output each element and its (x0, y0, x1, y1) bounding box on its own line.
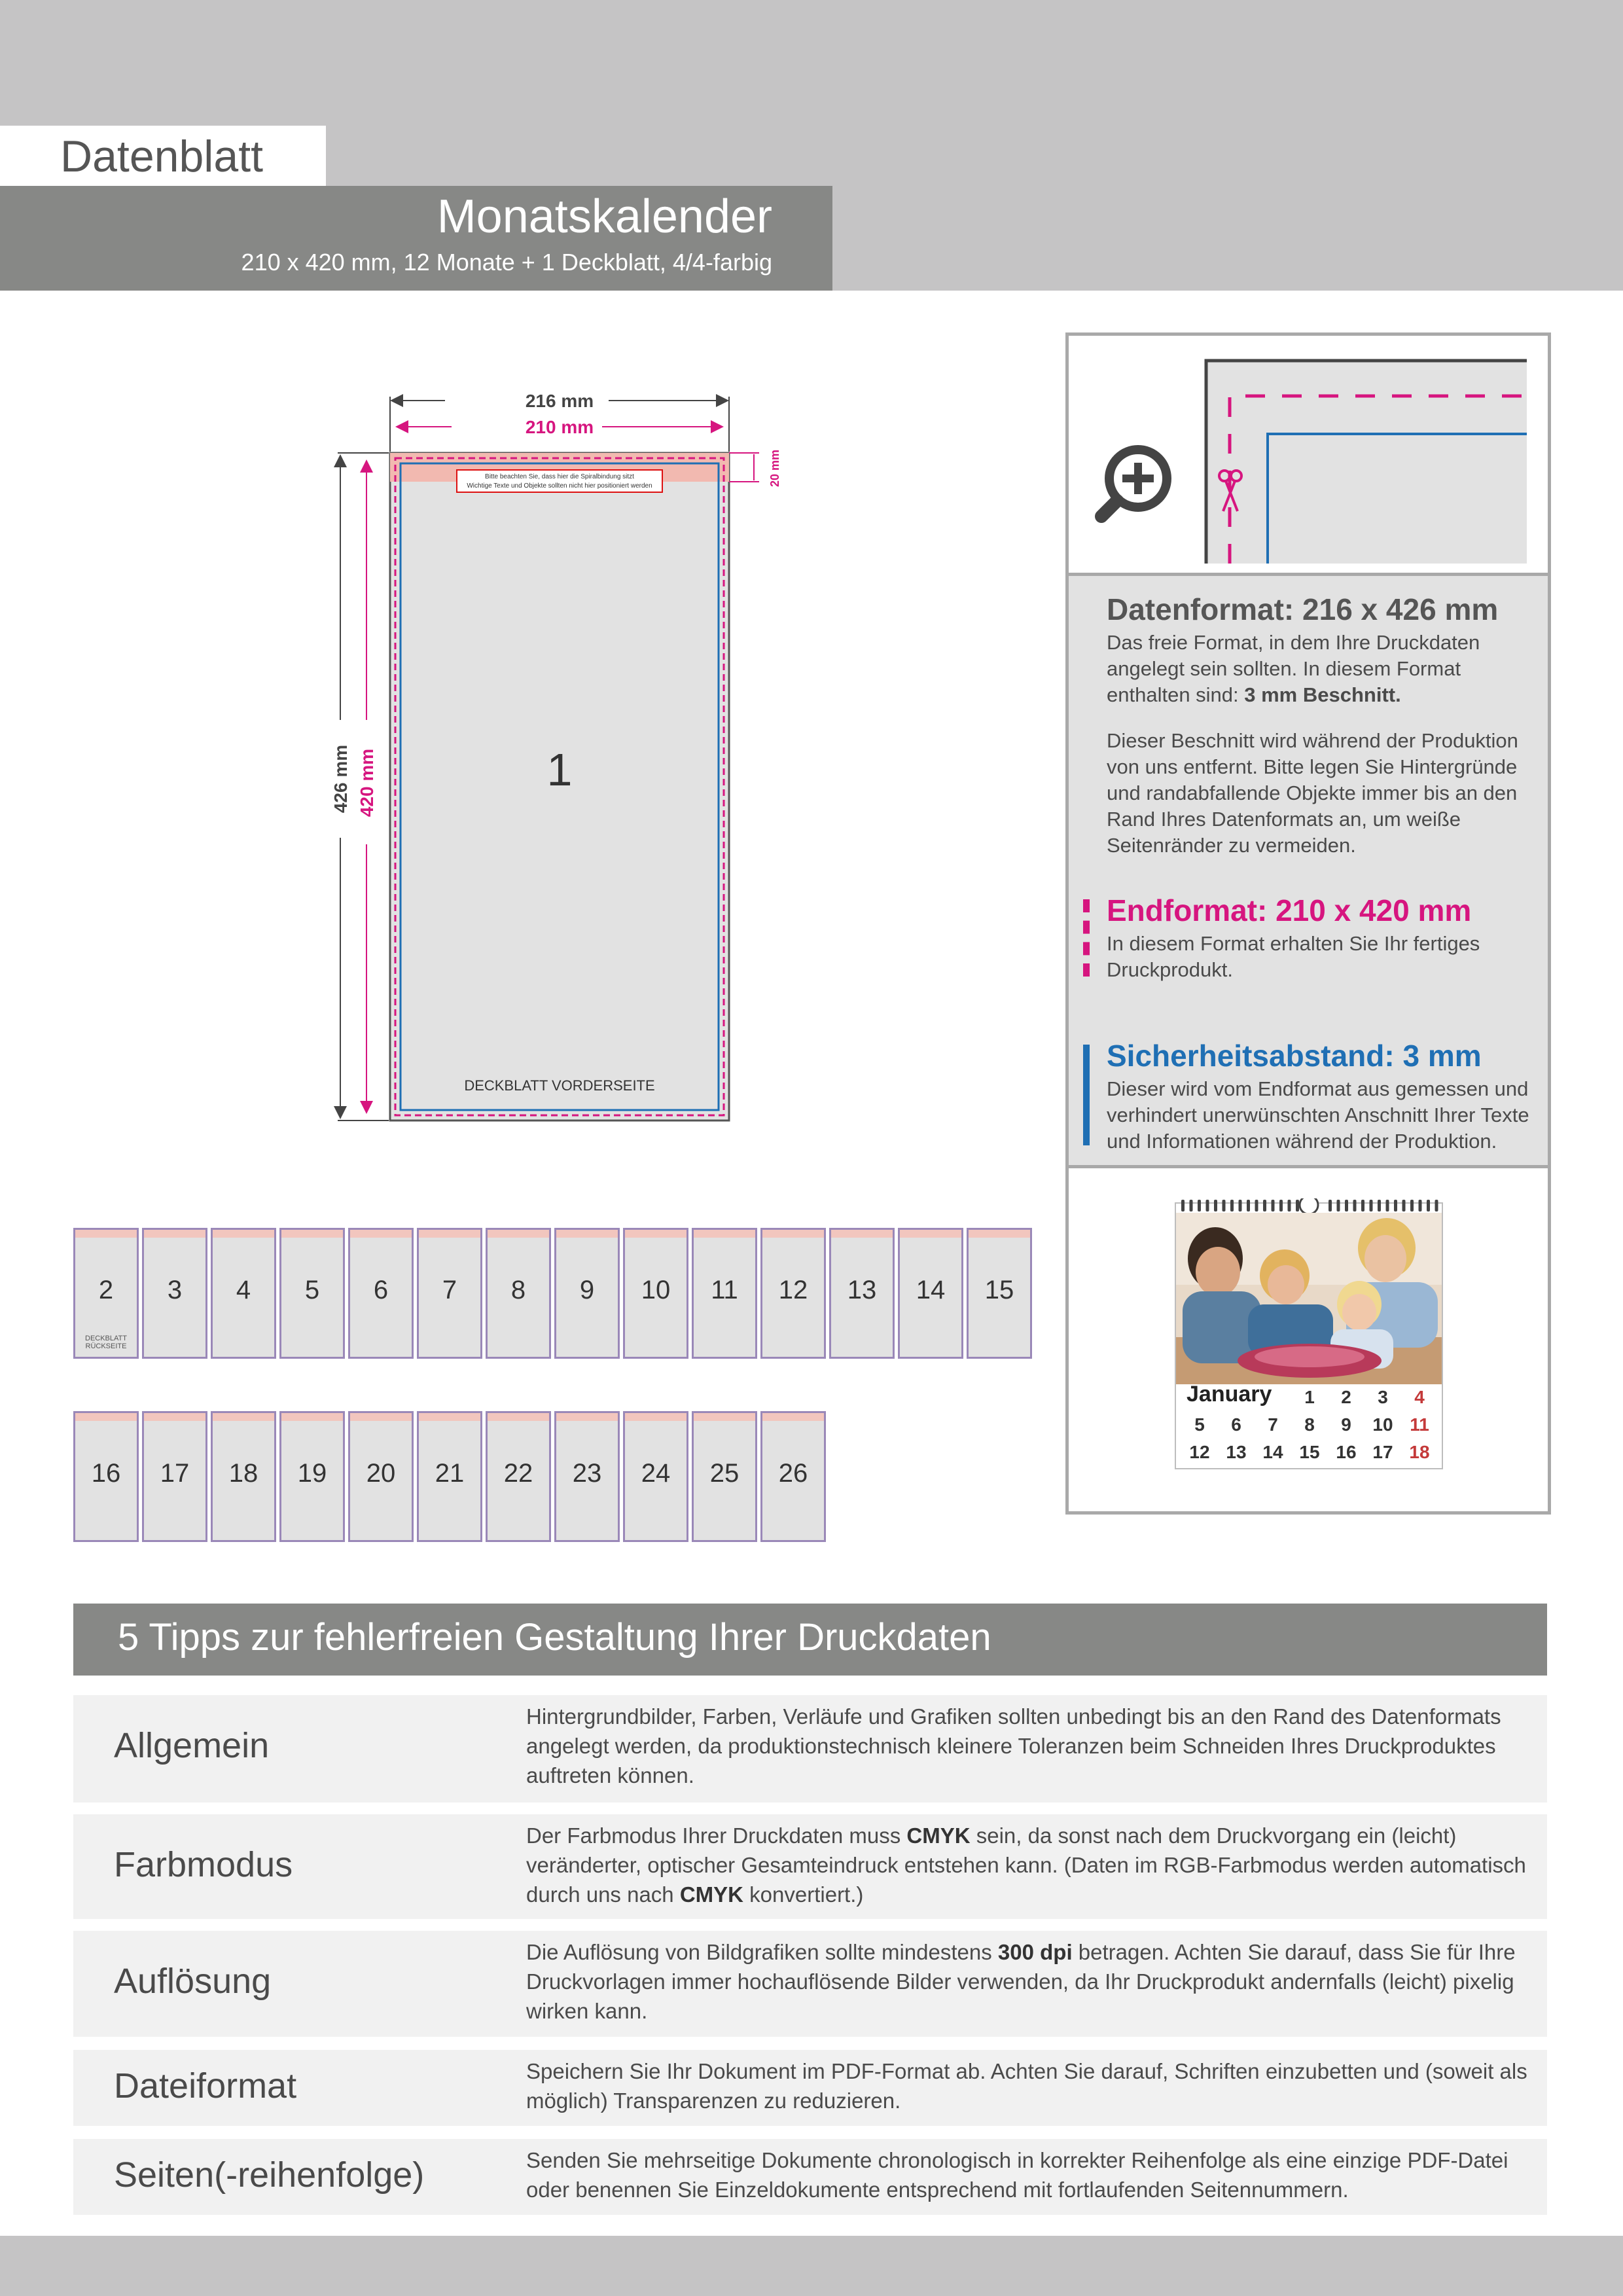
page-thumbnail (760, 1228, 826, 1359)
family-photo (1176, 1213, 1442, 1384)
datenblatt-label: Datenblatt (60, 132, 263, 181)
spiral-ring (1239, 1200, 1242, 1211)
calendar-day: 9 (1341, 1414, 1351, 1435)
calendar-day: 3 (1378, 1387, 1388, 1407)
page-thumbnail (486, 1411, 551, 1542)
calendar-month: January (1186, 1382, 1272, 1407)
datenformat-body (1107, 630, 1539, 708)
thumbnail-number: 14 (916, 1276, 946, 1304)
spiral-zone (281, 1413, 343, 1421)
thumbnail-number: 21 (435, 1459, 465, 1488)
calendar-mockup (1175, 1202, 1443, 1469)
calendar-day: 16 (1336, 1442, 1357, 1462)
endformat-body: In diesem Format erhalten Sie Ihr fertiges Druckprodukt. (1107, 932, 1480, 981)
spiral-ring (1361, 1200, 1364, 1211)
endformat-marker (1083, 899, 1096, 977)
spiral-ring (1263, 1200, 1266, 1211)
thumbnail-sublabel-line: DECKBLATT (85, 1335, 127, 1342)
tip-text-part: Der Farbmodus Ihrer Druckdaten muss (526, 1823, 907, 1848)
spiral-zone (694, 1413, 755, 1421)
page-thumbnail (211, 1411, 276, 1542)
width-outer-label: 216 mm (525, 391, 594, 411)
spiral-ring (1206, 1200, 1209, 1211)
thumbnail-number: 4 (236, 1276, 251, 1304)
spiral-zone (625, 1413, 687, 1421)
info-panel (1065, 332, 1551, 1515)
tip-label: Auflösung (114, 1962, 272, 2001)
notice-line1: Bitte beachten Sie, dass hier die Spiralbindung sitzt (485, 473, 634, 480)
spiral-zone (625, 1230, 687, 1238)
page-thumbnail (348, 1228, 414, 1359)
spiral-ring (1222, 1200, 1226, 1211)
thumbnail-number: 5 (304, 1276, 320, 1304)
page-thumbnail (554, 1228, 620, 1359)
calendar-day: 1 (1304, 1387, 1315, 1407)
spiral-zone (488, 1413, 549, 1421)
spiral-zone (556, 1413, 618, 1421)
thumbnail-number: 15 (984, 1276, 1014, 1304)
tip-text-bold: 300 dpi (997, 1940, 1073, 1964)
spiral-zone (144, 1230, 205, 1238)
zoom-in-icon (1094, 440, 1179, 526)
width-inner-label: 210 mm (525, 417, 594, 437)
tips-title: 5 Tipps zur fehlerfreien Gestaltung Ihrer Druckdaten (118, 1616, 991, 1659)
calendar-day: 13 (1226, 1442, 1247, 1462)
datenformat-text: Das freie Format, in dem Ihre Druckdaten angelegt sein sollten. In diesem Format enthalten sind: (1107, 631, 1480, 706)
page-label: DECKBLATT VORDERSEITE (464, 1077, 655, 1094)
datenformat-title: Datenformat: 216 x 426 mm (1107, 592, 1499, 626)
thumbnail-number: 3 (167, 1276, 183, 1304)
thumbnail-sublabel-line: RÜCKSEITE (85, 1342, 127, 1350)
spiral-ring (1255, 1200, 1258, 1211)
thumbnail-number: 12 (778, 1276, 808, 1304)
spiral-ring (1190, 1200, 1193, 1211)
footer-band (0, 2236, 1623, 2296)
calendar-day: 17 (1372, 1442, 1393, 1462)
beschnitt-body: Dieser Beschnitt wird während der Produktion von uns entfernt. Bitte legen Sie Hintergründe und randabfallende Objekte immer bis an den Rand Ihres Datenformats an, um weiße Seitenränder zu vermeiden. (1107, 729, 1518, 857)
page-thumbnail (279, 1411, 345, 1542)
tip-text: Senden Sie mehrseitige Dokumente chronologisch in korrekter Reihenfolge als eine einzige PDF-Datei oder benennen Sie Einzeldokumente entsprechend mit fortlaufenden Seitennummern. (526, 2148, 1508, 2202)
spiral-zone (419, 1230, 480, 1238)
thumbnail-number: 24 (641, 1459, 671, 1488)
spiral-ring (1386, 1200, 1389, 1211)
thumbnail-number: 23 (572, 1459, 602, 1488)
page-thumbnail (73, 1411, 139, 1542)
spiral-ring (1435, 1200, 1438, 1211)
tip-label: Allgemein (114, 1726, 270, 1765)
tip-text-part: sein, da sonst nach dem Druckvorgang ein (leicht) veränderter, optischer Gesamteindruck entstehen kann. (Daten im RGB-Farbmodus werden automatisch durch uns nach (526, 1823, 1526, 1907)
format-info-text (1069, 576, 1548, 1168)
spiral-zone (75, 1230, 137, 1238)
title-bar (0, 186, 832, 291)
spiral-ring (1353, 1200, 1357, 1211)
spiral-zone (75, 1413, 137, 1421)
spiral-zone (900, 1230, 961, 1238)
thumbnail-number: 6 (373, 1276, 389, 1304)
spiral-zone (488, 1230, 549, 1238)
spiral-ring (1272, 1200, 1275, 1211)
spiral-ring (1247, 1200, 1250, 1211)
page-thumbnail (898, 1228, 963, 1359)
page-thumbnail (142, 1228, 207, 1359)
calendar-day: 18 (1409, 1442, 1430, 1462)
calendar-day: 6 (1231, 1414, 1241, 1435)
thumbnail-number: 13 (847, 1276, 877, 1304)
page-thumbnail (967, 1228, 1032, 1359)
page-thumbnail (73, 1228, 139, 1359)
tip-row-farbmodus (73, 1814, 1547, 1919)
sicherheit-title: Sicherheitsabstand: 3 mm (1107, 1039, 1482, 1073)
calendar-day: 12 (1189, 1442, 1210, 1462)
height-inner-label: 420 mm (357, 748, 377, 817)
page-thumbnail (760, 1411, 826, 1542)
thumbnail-number: 7 (442, 1276, 457, 1304)
page-thumbnail (417, 1228, 482, 1359)
calendar-day: 7 (1268, 1414, 1278, 1435)
page-thumbnail (417, 1411, 482, 1542)
spiral-ring (1214, 1200, 1217, 1211)
spiral-ring (1345, 1200, 1348, 1211)
spiral-zone (281, 1230, 343, 1238)
spiral-ring (1181, 1200, 1185, 1211)
page-number: 1 (546, 744, 573, 795)
top-margin-label: 20 mm (768, 449, 781, 487)
thumbnail-number: 2 (98, 1276, 114, 1304)
thumbnail-number: 11 (711, 1276, 738, 1304)
page-thumbnail (142, 1411, 207, 1542)
page-thumbnail (486, 1228, 551, 1359)
sicherheit-marker (1083, 1045, 1090, 1145)
spiral-ring (1198, 1200, 1201, 1211)
page-thumbnail (279, 1228, 345, 1359)
thumbnail-number: 19 (297, 1459, 327, 1488)
notice-line2: Wichtige Texte und Objekte sollten nicht hier positioniert werden (467, 482, 652, 490)
spiral-zone (762, 1413, 824, 1421)
tip-row-seitenreihenfolge (73, 2139, 1547, 2215)
format-diagram (314, 380, 812, 1132)
calendar-preview (1069, 1168, 1548, 1511)
height-outer-label: 426 mm (330, 744, 351, 814)
thumbnail-number: 20 (366, 1459, 396, 1488)
page-thumbnail (623, 1411, 688, 1542)
page-subtitle: 210 x 420 mm, 12 Monate + 1 Deckblatt, 4/4-farbig (241, 249, 772, 276)
thumbnail-number: 18 (228, 1459, 259, 1488)
spiral-ring (1329, 1200, 1332, 1211)
tip-row-dateiformat (73, 2050, 1547, 2126)
zoom-detail (1069, 336, 1548, 576)
calendar-day: 14 (1262, 1442, 1283, 1462)
spiral-zone (556, 1230, 618, 1238)
spiral-ring (1279, 1200, 1283, 1211)
calendar-day: 10 (1372, 1414, 1393, 1435)
tip-text: Hintergrundbilder, Farben, Verläufe und Grafiken sollten unbedingt bis an den Rand des Datenformats angelegt werden, da produktionstechnisch kleinere Toleranzen beim Schneiden Ihres Druckproduktes auftreten können. (526, 1704, 1501, 1787)
calendar-day: 8 (1304, 1414, 1315, 1435)
page-thumbnail (692, 1411, 757, 1542)
page-thumbnail (554, 1411, 620, 1542)
tip-label: Farbmodus (114, 1845, 293, 1884)
spiral-zone (831, 1230, 893, 1238)
page-thumbnail (829, 1228, 895, 1359)
spiral-ring (1402, 1200, 1406, 1211)
thumbnail-number: 9 (579, 1276, 595, 1304)
thumbnail-number: 26 (778, 1459, 808, 1488)
spiral-ring (1230, 1200, 1234, 1211)
spiral-ring (1288, 1200, 1291, 1211)
calendar-day: 15 (1299, 1442, 1320, 1462)
sicherheit-body: Dieser wird vom Endformat aus gemessen und verhindert unerwünschten Anschnitt Ihrer Texte und Informationen während der Produktion. (1107, 1077, 1529, 1153)
tip-label: Dateiformat (114, 2066, 297, 2106)
thumbnail-number: 17 (160, 1459, 190, 1488)
spiral-zone (350, 1413, 412, 1421)
spiral-ring (1419, 1200, 1422, 1211)
thumbnail-number: 22 (503, 1459, 533, 1488)
page-title: Monatskalender (437, 190, 772, 243)
spiral-ring (1337, 1200, 1340, 1211)
spiral-zone (419, 1413, 480, 1421)
tip-text-part: Die Auflösung von Bildgrafiken sollte mindestens (526, 1940, 998, 1964)
calendar-day: 2 (1341, 1387, 1351, 1407)
calendar-day: 5 (1194, 1414, 1205, 1435)
tip-text (526, 1937, 1534, 2026)
spiral-zone (144, 1413, 205, 1421)
thumbnail-number: 8 (510, 1276, 526, 1304)
datenblatt-tab (0, 126, 326, 186)
calendar-day: 4 (1414, 1387, 1425, 1407)
tip-text: Speichern Sie Ihr Dokument im PDF-Format ab. Achten Sie darauf, Schriften einzubetten und (soweit als möglich) Transparenzen zu reduzieren. (526, 2059, 1527, 2113)
spiral-zone (969, 1230, 1030, 1238)
tip-text-bold: CMYK (679, 1882, 743, 1907)
tip-text-part: konvertiert.) (743, 1882, 864, 1907)
tip-row-aufloesung (73, 1931, 1547, 2037)
tip-label: Seiten(-reihenfolge) (114, 2155, 425, 2195)
page-thumbnail (692, 1228, 757, 1359)
spiral-ring (1410, 1200, 1414, 1211)
thumbnail-number: 10 (641, 1276, 671, 1304)
spiral-ring (1378, 1200, 1381, 1211)
endformat-title: Endformat: 210 x 420 mm (1107, 893, 1472, 927)
spiral-ring (1394, 1200, 1397, 1211)
tip-row-allgemein (73, 1695, 1547, 1803)
spiral-zone (350, 1230, 412, 1238)
thumbnail-number: 16 (91, 1459, 121, 1488)
thumbnail-sublabel (75, 1335, 137, 1350)
page-thumbnail (623, 1228, 688, 1359)
bleed-detail-graphic (1200, 354, 1527, 564)
tip-text-bold: CMYK (906, 1823, 971, 1848)
spiral-ring (1370, 1200, 1373, 1211)
spiral-ring (1296, 1200, 1299, 1211)
datenformat-bleed: 3 mm Beschnitt. (1244, 683, 1401, 706)
spiral-zone (694, 1230, 755, 1238)
spiral-ring (1427, 1200, 1430, 1211)
tip-text-part: betragen. Achten Sie darauf, dass Sie für Ihre Druckvorlagen immer hochauflösende Bilder verwenden, da Ihr Druckprodukt andernfalls (leicht) pixelig wirken kann. (526, 1940, 1516, 2023)
page-thumbnail (348, 1411, 414, 1542)
spiral-zone (213, 1413, 274, 1421)
spiral-zone (762, 1230, 824, 1238)
thumbnail-number: 25 (709, 1459, 740, 1488)
spiral-zone (213, 1230, 274, 1238)
tips-header (73, 1604, 1547, 1676)
calendar-day: 11 (1410, 1414, 1429, 1435)
tip-text (526, 1821, 1534, 1909)
page-thumbnail (211, 1228, 276, 1359)
